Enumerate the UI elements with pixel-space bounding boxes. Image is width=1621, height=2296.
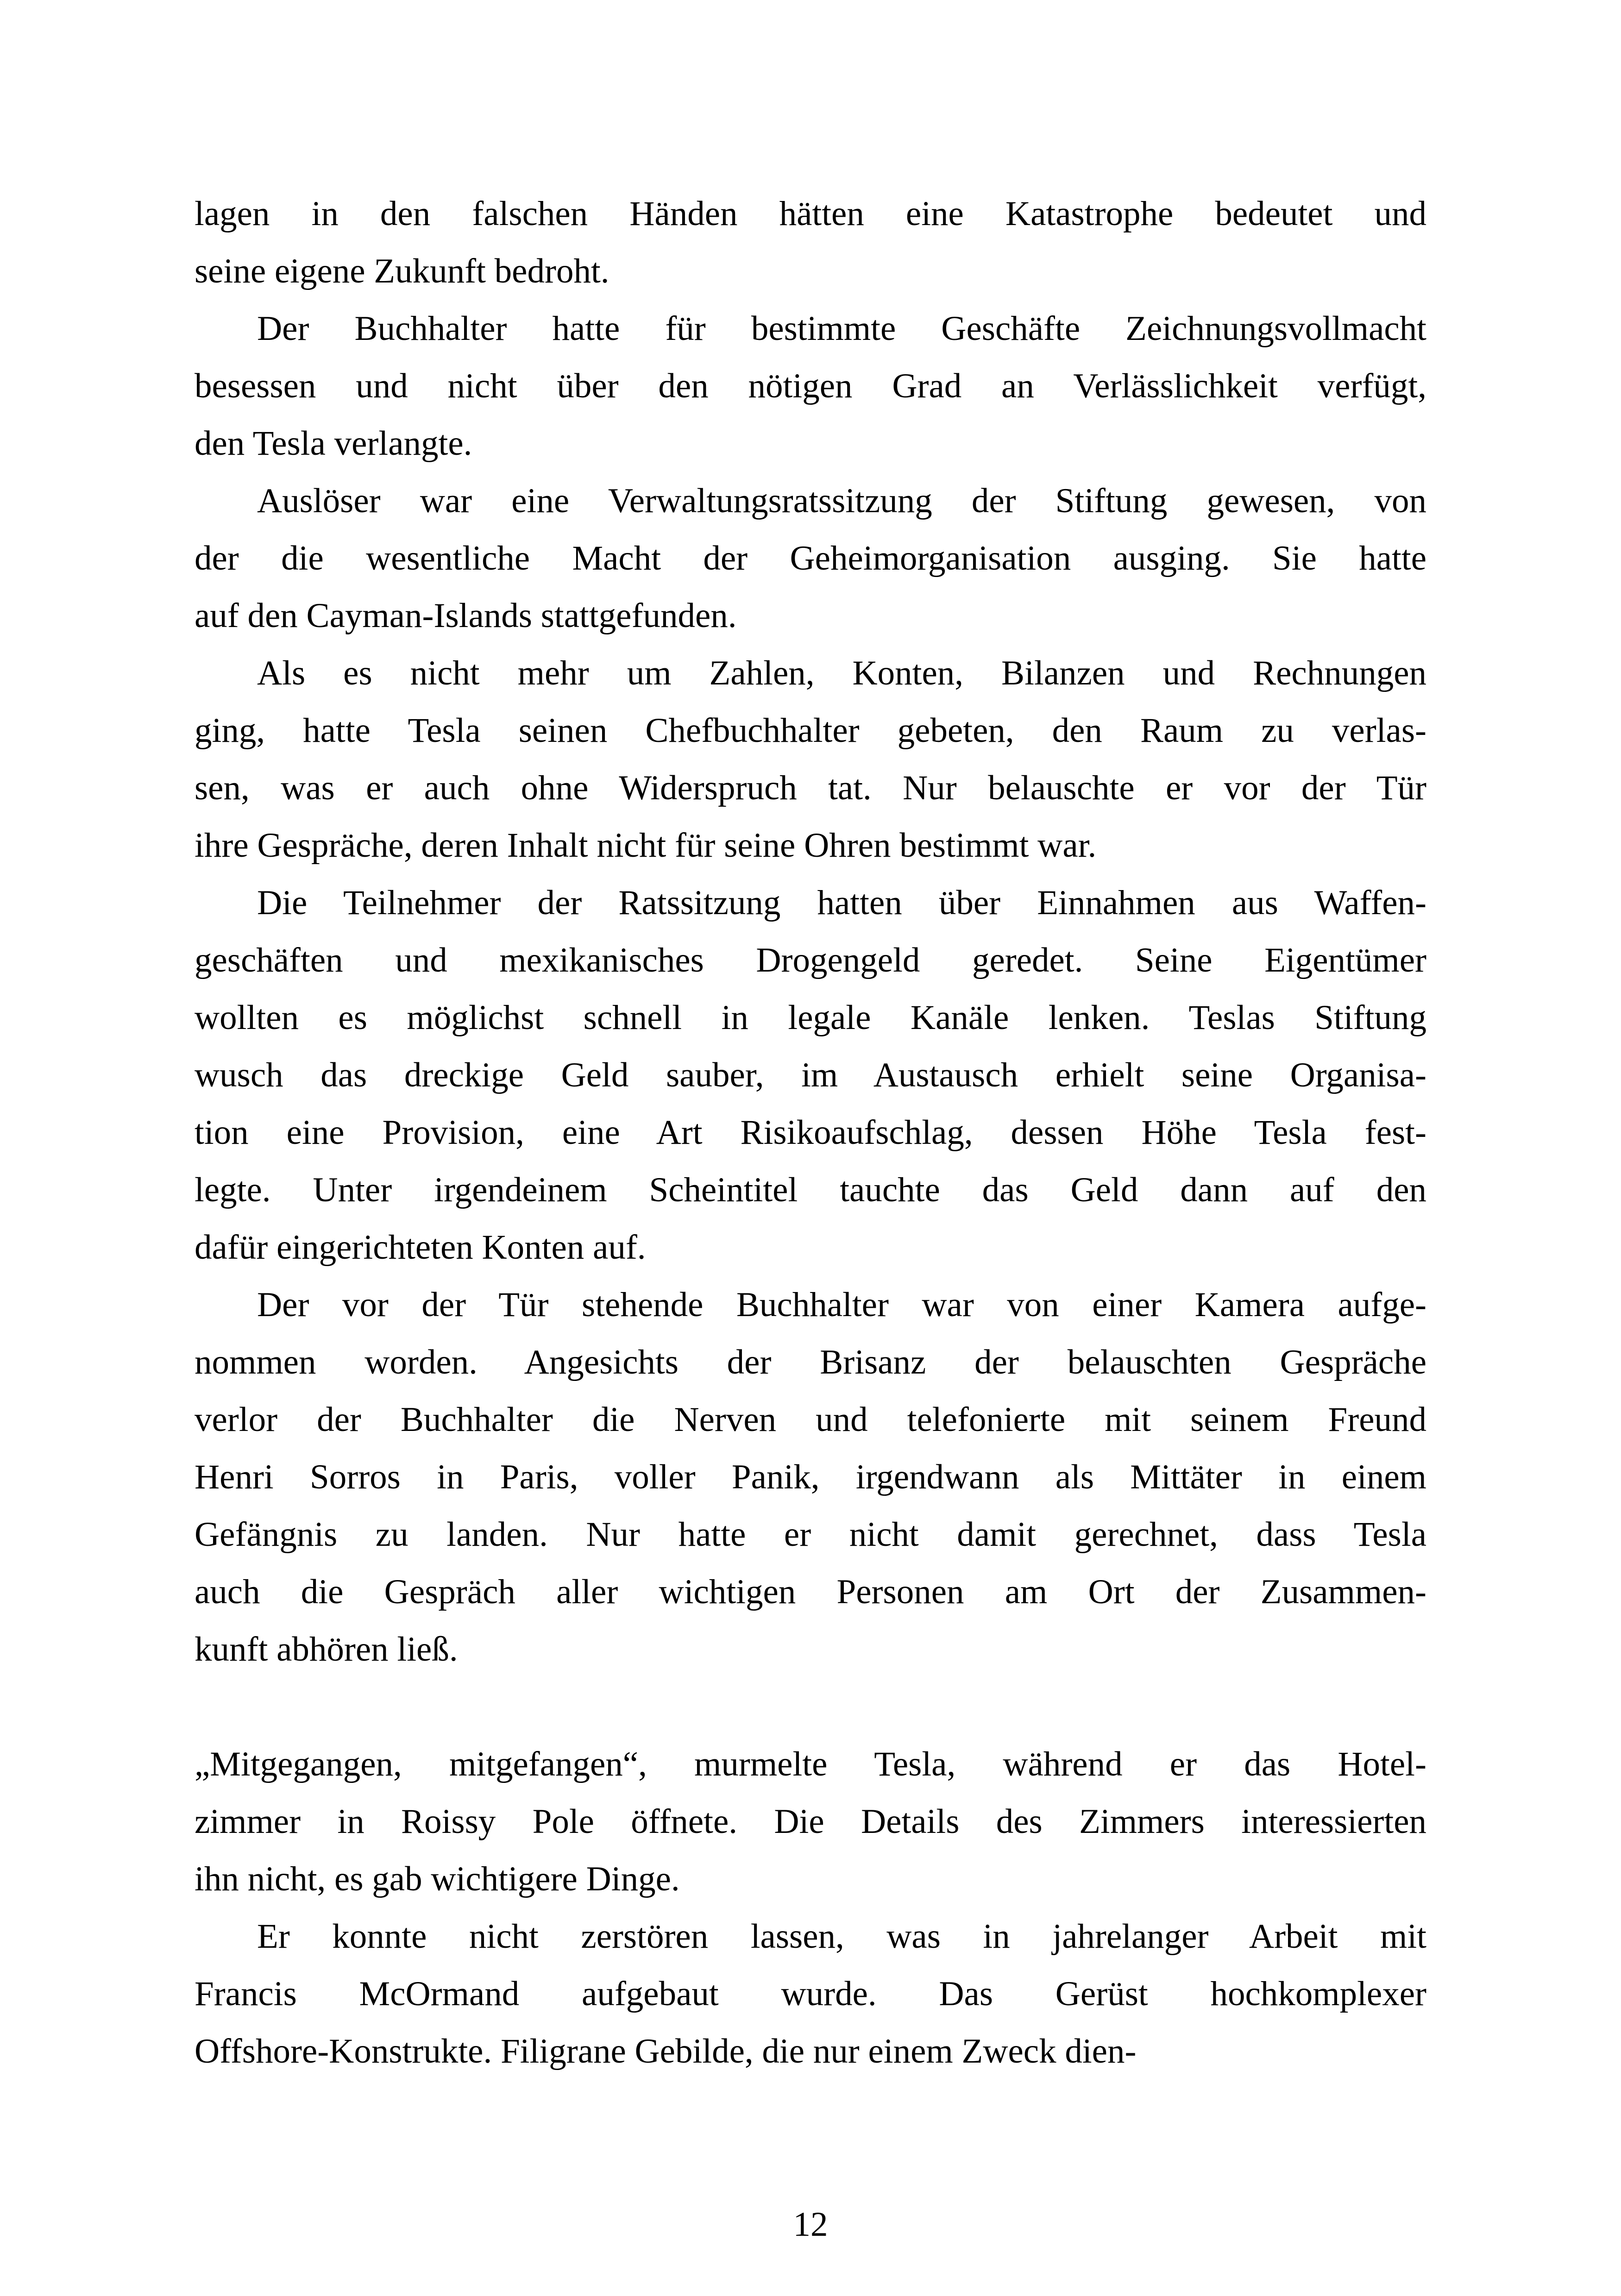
paragraph — [195, 1276, 1426, 1678]
text-line: ging, hatte Tesla seinen Chefbuchhalter gebeten, den Raum zu verlas- — [195, 711, 1426, 750]
text-line: Offshore-Konstrukte. Filigrane Gebilde, die nur einem Zweck dien- — [195, 2032, 1137, 2070]
text-line: zimmer in Roissy Pole öffnete. Die Details des Zimmers interessierten — [195, 1802, 1426, 1841]
text-line: besessen und nicht über den nötigen Grad an Verlässlichkeit verfügt, — [195, 367, 1426, 405]
text-line: geschäften und mexikanisches Drogengeld geredet. Seine Eigentümer — [195, 941, 1426, 979]
paragraph — [195, 1908, 1426, 2080]
text-line: Francis McOrmand aufgebaut wurde. Das Gerüst hochkomplexer — [195, 1975, 1426, 2013]
text-line: auf den Cayman-Islands stattgefunden. — [195, 596, 737, 635]
text-line: seine eigene Zukunft bedroht. — [195, 252, 609, 290]
text-line: auch die Gespräch aller wichtigen Personen am Ort der Zusammen- — [195, 1573, 1426, 1611]
text-line: tion eine Provision, eine Art Risikoaufschlag, dessen Höhe Tesla fest- — [195, 1113, 1426, 1152]
text-line: sen, was er auch ohne Widerspruch tat. Nur belauschte er vor der Tür — [195, 769, 1426, 807]
text-line: dafür eingerichteten Konten auf. — [195, 1228, 646, 1267]
paragraph — [195, 300, 1426, 472]
text-line: Gefängnis zu landen. Nur hatte er nicht damit gerechnet, dass Tesla — [195, 1515, 1426, 1554]
paragraph — [195, 874, 1426, 1276]
text-line: Er konnte nicht zerstören lassen, was in jahrelanger Arbeit mit — [257, 1917, 1426, 1956]
text-line: „Mitgegangen, mitgefangen“, murmelte Tesla, während er das Hotel- — [195, 1745, 1426, 1783]
text-line: wusch das dreckige Geld sauber, im Austausch erhielt seine Organisa- — [195, 1056, 1426, 1094]
text-line: Der vor der Tür stehende Buchhalter war von einer Kamera aufge- — [257, 1286, 1426, 1324]
text-line: lagen in den falschen Händen hätten eine Katastrophe bedeutet und — [195, 194, 1426, 233]
text-line: Auslöser war eine Verwaltungsratssitzung der Stiftung gewesen, von — [257, 482, 1426, 520]
paragraph — [195, 185, 1426, 300]
text-line: nommen worden. Angesichts der Brisanz der belauschten Gespräche — [195, 1343, 1426, 1381]
paragraph — [195, 472, 1426, 645]
text-line: Die Teilnehmer der Ratssitzung hatten über Einnahmen aus Waffen- — [257, 884, 1426, 922]
paragraph — [195, 1736, 1426, 1908]
text-line: den Tesla verlangte. — [195, 424, 472, 463]
text-line: Der Buchhalter hatte für bestimmte Geschäfte Zeichnungsvollmacht — [257, 309, 1426, 348]
text-line: legte. Unter irgendeinem Scheintitel tauchte das Geld dann auf den — [195, 1171, 1426, 1209]
text-line: der die wesentliche Macht der Geheimorganisation ausging. Sie hatte — [195, 539, 1426, 577]
text-line: verlor der Buchhalter die Nerven und telefonierte mit seinem Freund — [195, 1400, 1426, 1439]
text-line: kunft abhören ließ. — [195, 1630, 458, 1669]
text-line: ihre Gespräche, deren Inhalt nicht für seine Ohren bestimmt war. — [195, 826, 1097, 865]
text-block — [195, 185, 1426, 2080]
text-line: ihn nicht, es gab wichtigere Dinge. — [195, 1860, 680, 1898]
page-number: 12 — [793, 2205, 828, 2244]
text-line: wollten es möglichst schnell in legale Kanäle lenken. Teslas Stiftung — [195, 998, 1426, 1037]
text-line: Henri Sorros in Paris, voller Panik, irgendwann als Mittäter in einem — [195, 1458, 1426, 1496]
paragraph — [195, 645, 1426, 874]
text-line: Als es nicht mehr um Zahlen, Konten, Bilanzen und Rechnungen — [257, 654, 1426, 692]
